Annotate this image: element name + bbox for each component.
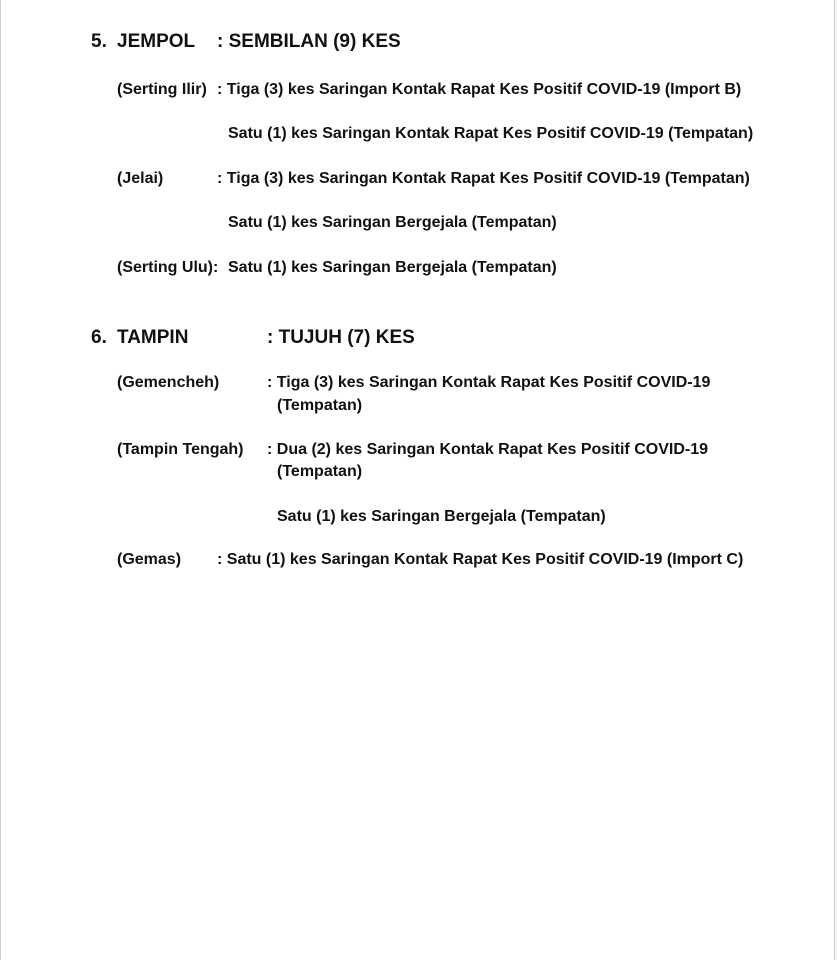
section-6-district: TAMPIN xyxy=(117,327,189,348)
area-gemencheh: (Gemencheh) xyxy=(117,374,220,391)
case-line: Satu (1) kes Saringan Kontak Rapat Kes Positif COVID-19 (Tempatan) xyxy=(228,125,754,142)
case-line: : Satu (1) kes Saringan Kontak Rapat Kes Positif COVID-19 (Import C) xyxy=(217,551,744,568)
section-6-total: : TUJUH (7) KES xyxy=(267,327,415,348)
case-line: Satu (1) kes Saringan Bergejala (Tempatan) xyxy=(277,508,606,525)
case-line: : Dua (2) kes Saringan Kontak Rapat Kes Positif COVID-19 xyxy=(267,441,708,458)
section-5-district: JEMPOL xyxy=(117,31,196,52)
case-line: (Tempatan) xyxy=(277,397,363,414)
area-jelai: (Jelai) xyxy=(117,170,164,187)
case-line: : Tiga (3) kes Saringan Kontak Rapat Kes Positif COVID-19 xyxy=(267,374,711,391)
area-gemas: (Gemas) xyxy=(117,551,182,568)
area-tampin-tengah: (Tampin Tengah) xyxy=(117,441,244,458)
section-5-number: 5. xyxy=(91,31,107,52)
case-line: : Tiga (3) kes Saringan Kontak Rapat Kes Positif COVID-19 (Import B) xyxy=(217,81,742,98)
case-line: : Tiga (3) kes Saringan Kontak Rapat Kes Positif COVID-19 (Tempatan) xyxy=(217,170,750,187)
case-line: Satu (1) kes Saringan Bergejala (Tempatan) xyxy=(228,259,557,276)
area-serting-ulu: (Serting Ulu): xyxy=(117,259,219,276)
area-serting-ilir: (Serting Ilir) xyxy=(117,81,207,98)
case-line: Satu (1) kes Saringan Bergejala (Tempatan) xyxy=(228,214,557,231)
section-5-total: : SEMBILAN (9) KES xyxy=(217,31,401,52)
section-6-number: 6. xyxy=(91,327,107,348)
case-line: (Tempatan) xyxy=(277,463,363,480)
